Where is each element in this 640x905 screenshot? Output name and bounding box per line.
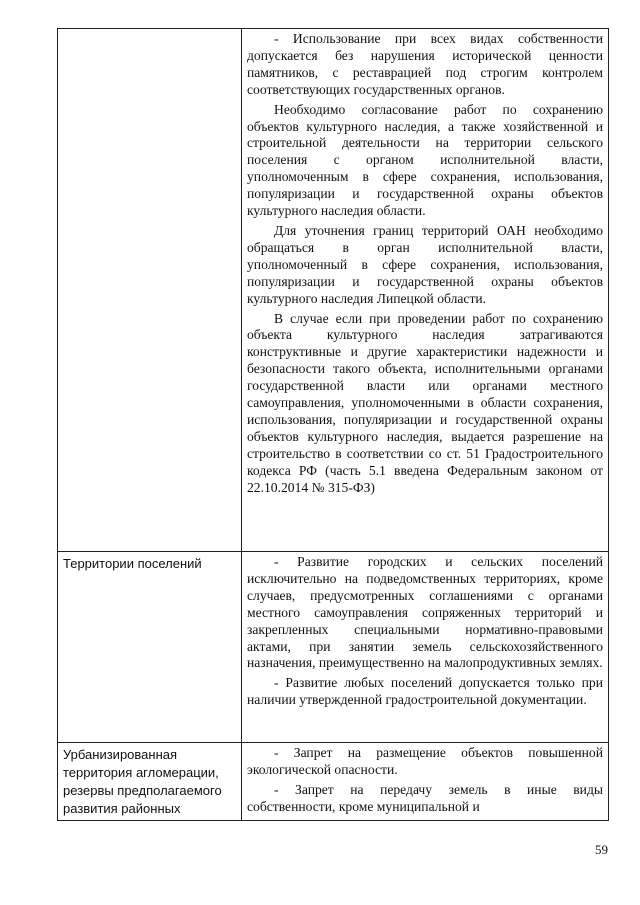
zone-name-cell: Территории поселений <box>58 552 242 743</box>
regulation-cell <box>242 552 609 743</box>
regulation-cell <box>242 29 609 552</box>
regulation-paragraph: - Запрет на размещение объектов повышенной экологической опасности. <box>247 745 603 777</box>
regulations-table <box>57 28 609 821</box>
page-number: 59 <box>595 842 608 857</box>
regulation-cell <box>242 743 609 821</box>
regulation-paragraph: - Развитие любых поселений допускается только при наличии утвержденной градостроительной документации. <box>247 675 603 708</box>
table-row <box>58 743 609 821</box>
zone-name-cell <box>58 29 242 552</box>
regulation-paragraph: - Запрет на передачу земель в иные виды собственности, кроме муниципальной и <box>247 781 603 814</box>
regulation-paragraph: - Использование при всех видах собственности допускается без нарушения исторической ценности памятников, с реставрацией под строгим контролем соответствующих государственных органов. <box>247 31 603 97</box>
zone-name-cell: Урбанизированная территория агломерации, резервы предполагаемого развития районных <box>58 743 242 821</box>
table-row <box>58 552 609 743</box>
regulation-paragraph: Необходимо согласование работ по сохранению объектов культурного наследия, а также хозяйственной и строительной деятельности на территории сельского поселения с органом исполнительной власти, уполномоченным в сфере сохранения, использования, популяризации и государственной охраны объектов культурного наследия области. <box>247 101 603 219</box>
regulation-paragraph: В случае если при проведении работ по сохранению объекта культурного наследия затрагиваются конструктивные и другие характеристики надежности и безопасности такого объекта, исполнительными органами государственной власти или органами местного самоуправления, уполномоченными в области сохранения, использования, популяризации и государственной охраны объектов культурного наследия, выдается разрешение на строительство в соответствии со ст. 51 Градостроительного кодекса РФ (часть 5.1 введена Федеральным законом от 22.10.2014 № 315-ФЗ) <box>247 310 603 495</box>
table-row <box>58 29 609 552</box>
regulation-paragraph: - Развитие городских и сельских поселений исключительно на подведомственных территориях, кроме случаев, предусмотренных соглашениями с органами местного самоуправления сопряженных территорий и закрепленных специальными нормативно-правовыми актами, при занятии земель сельскохозяйственного назначения, преимущественно на малопродуктивных землях. <box>247 554 603 671</box>
regulation-paragraph: Для уточнения границ территорий ОАН необходимо обращаться в орган исполнительной власти, уполномоченный в сфере сохранения, использования, популяризации и государственной охраны объектов культурного наследия Липецкой области. <box>247 222 603 306</box>
